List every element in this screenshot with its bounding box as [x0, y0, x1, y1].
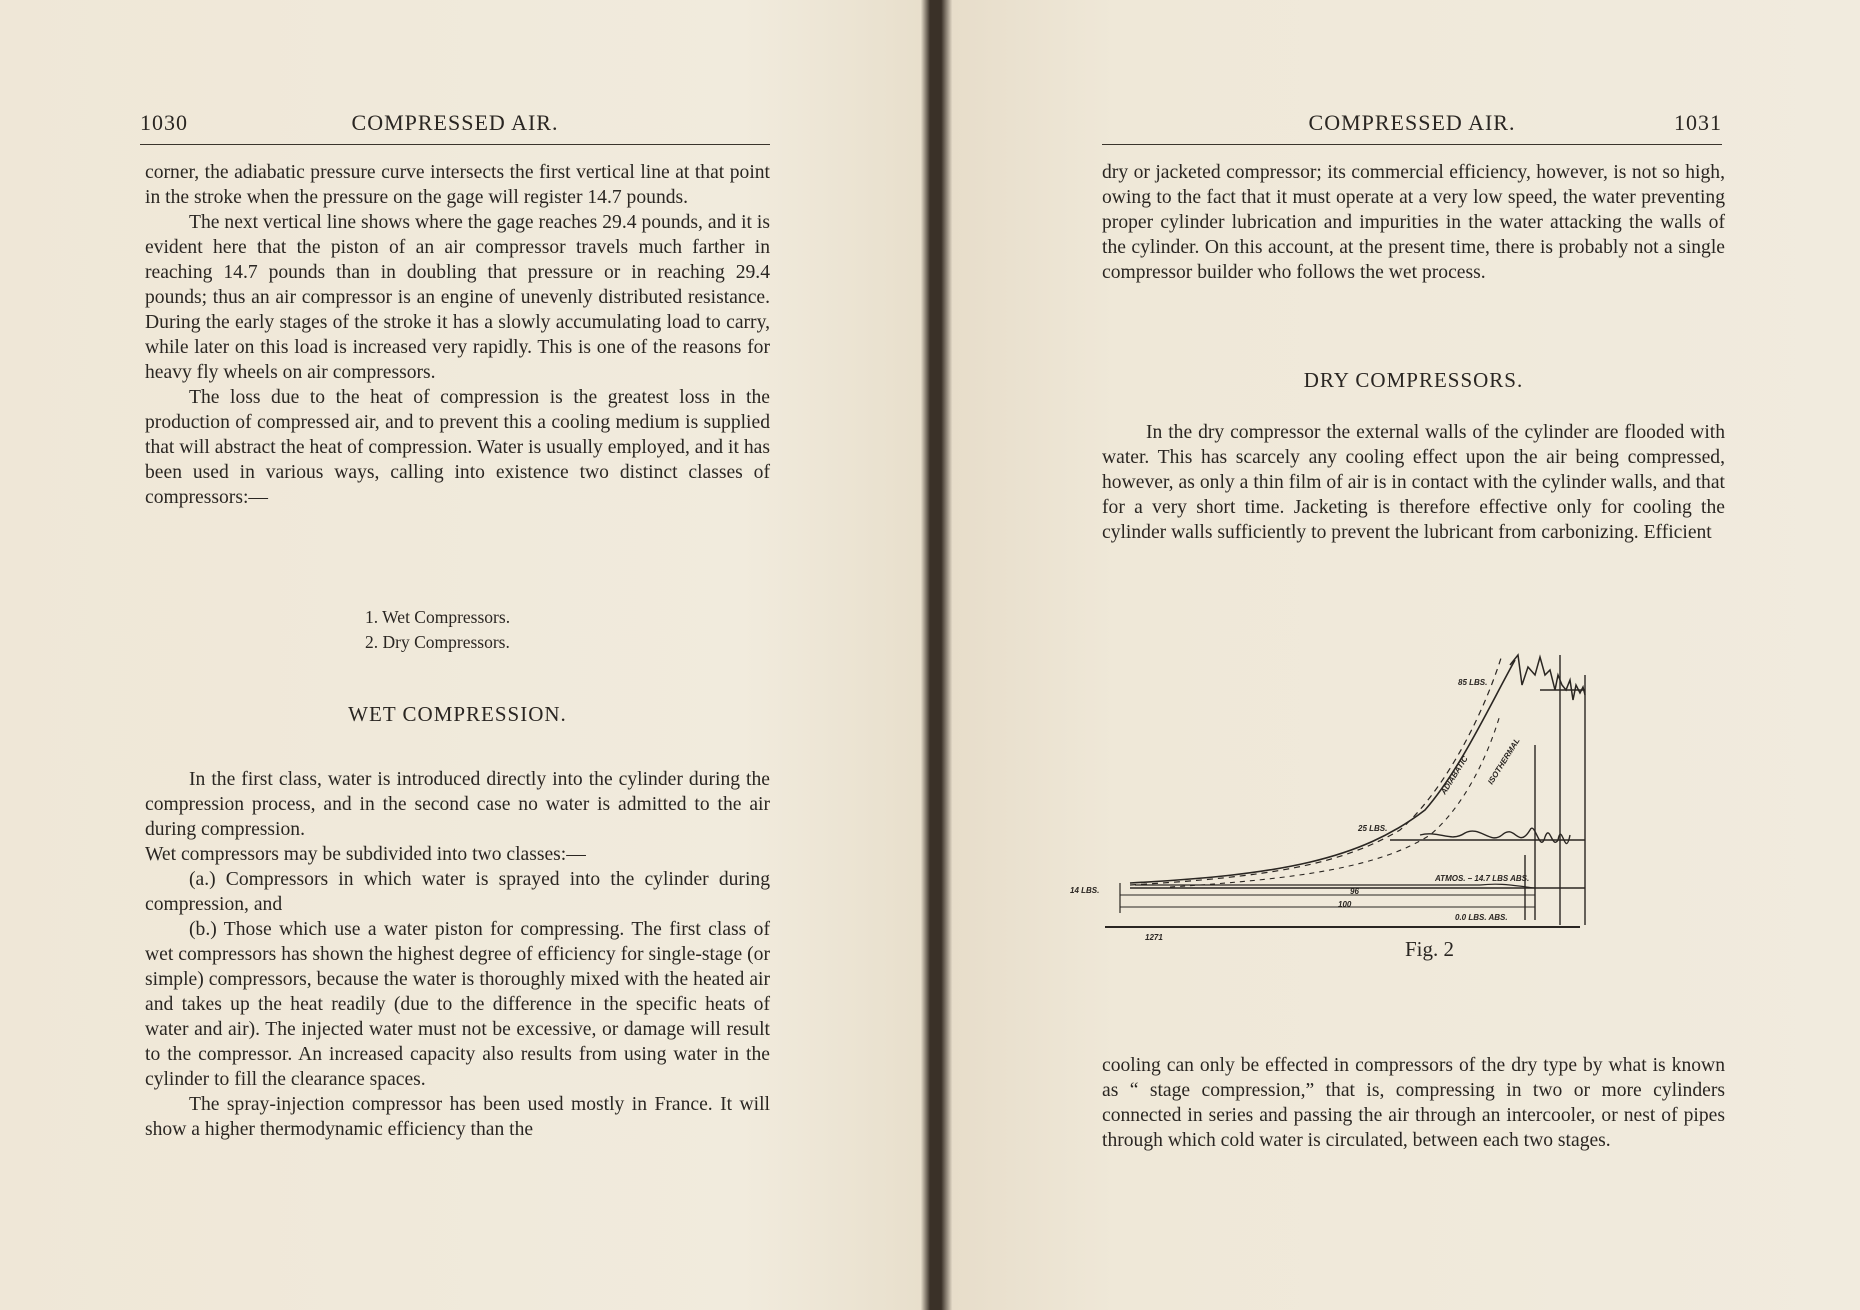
- label-dim100: 100: [1338, 900, 1352, 909]
- label-dim96: 96: [1350, 887, 1359, 896]
- right-page: [940, 0, 1860, 1310]
- label-zero-abs: 0.0 LBS. ABS.: [1455, 913, 1508, 922]
- right-running-title: COMPRESSED AIR.: [1308, 110, 1516, 135]
- label-left-pressure: 14 LBS.: [1070, 886, 1100, 895]
- left-column-bottom: [145, 767, 770, 1142]
- dry-compressors-heading: DRY COMPRESSORS.: [1303, 368, 1524, 392]
- discharge-wave: [1510, 655, 1585, 700]
- right-column-bottom: [1102, 1053, 1725, 1153]
- label-isothermal: ISOTHERMAL: [1486, 736, 1522, 787]
- left-para-8: The spray-injection compressor has been used mostly in France. It will show a higher thermodynamic efficiency than the: [145, 1094, 770, 1140]
- label-adiabatic: ADIABATIC: [1439, 754, 1470, 797]
- left-para-2: The next vertical line shows where the gage reaches 29.4 pounds, and it is evident here that the piston of an air compressor travels much farther in reaching 14.7 pounds than in doubling that pressure or in reaching 29.4 pounds; thus an air compressor is an engine of unevenly distributed resistance. During the early stages of the stroke it has a slowly accumulating load to carry, while later on this load is increased very rapidly. This is one of the reasons for heavy fly wheels on air compressors.: [145, 212, 770, 383]
- right-column-middle: [1102, 420, 1725, 545]
- right-running-head: [1102, 110, 1722, 145]
- left-para-4: In the first class, water is introduced directly into the cylinder during the compression process, and in the second case no water is admitted to the air during compression.: [145, 769, 770, 840]
- left-para-1: corner, the adiabatic pressure curve intersects the first vertical line at that point in the stroke when the pressure on the gage will register 14.7 pounds.: [145, 162, 770, 208]
- label-bottom: 1271: [1145, 933, 1163, 942]
- left-running-head: [140, 110, 770, 145]
- list-item-dry: 2. Dry Compressors.: [365, 632, 510, 652]
- left-running-title: COMPRESSED AIR.: [351, 110, 559, 135]
- wet-compression-heading: WET COMPRESSION.: [348, 702, 567, 726]
- indicator-diagram: [1040, 645, 1680, 945]
- right-para-2: In the dry compressor the external walls of the cylinder are flooded with water. This has scarcely any cooling effect upon the air being compressed, however, as only a thin film of air is in contact with the cylinder walls, and that for a very short time. Jacketing is therefore effective only for cooling the cylinder walls sufficiently to prevent the lubricant from carbonizing. Efficient: [1102, 422, 1725, 543]
- right-para-1: dry or jacketed compressor; its commercial efficiency, however, is not so high, owing to the fact that it must operate at a very low speed, the water preventing proper cylinder lubrication and impurities in the water attacking the walls of the cylinder. On this account, at the present time, there is probably not a single compressor builder who follows the wet process.: [1102, 162, 1725, 283]
- adiabatic-curve: [1130, 655, 1502, 885]
- right-page-number: 1031: [1674, 110, 1722, 135]
- left-page-number: 1030: [140, 110, 188, 135]
- left-column-top: [145, 160, 770, 510]
- label-25lbs: 25 LBS.: [1358, 824, 1388, 833]
- label-atmos: ATMOS. – 14.7 LBS ABS.: [1435, 874, 1530, 883]
- left-para-7: (b.) Those which use a water piston for compressing. The first class of wet compressors has shown the highest degree of efficiency for single-stage (or simple) compressors, because the water is thoroughly mixed with the heated air and takes up the heat readily (due to the difference in the specific heats of water and air). The injected water must not be excessive, or damage will result to the compressor. An increased capacity also results from using water in the cylinder to fill the clearance spaces.: [145, 919, 770, 1090]
- right-para-3: cooling can only be effected in compressors of the dry type by what is known as “ stage compression,” that is, compressing in two or more cylinders connected in series and passing the air through an intercooler, or nest of pipes through which cold water is circulated, between each two stages.: [1102, 1055, 1725, 1151]
- isothermal-dashed: [1170, 715, 1500, 887]
- figure-caption: Fig. 2: [1405, 937, 1455, 961]
- left-para-5: Wet compressors may be subdivided into two classes:—: [145, 844, 586, 865]
- right-column-top: [1102, 160, 1725, 285]
- list-item-wet: 1. Wet Compressors.: [365, 607, 511, 627]
- compressor-class-list: [365, 605, 510, 655]
- left-para-3: The loss due to the heat of compression is the greatest loss in the production of compressed air, and to prevent this a cooling medium is supplied that will abstract the heat of compression. Water is usually employed, and it has been used in various ways, calling into existence two distinct classes of compressors:—: [145, 387, 770, 508]
- left-para-6: (a.) Compressors in which water is sprayed into the cylinder during compression, and: [145, 869, 770, 915]
- interstage-wave: [1420, 828, 1570, 843]
- label-85lbs: 85 LBS.: [1458, 678, 1488, 687]
